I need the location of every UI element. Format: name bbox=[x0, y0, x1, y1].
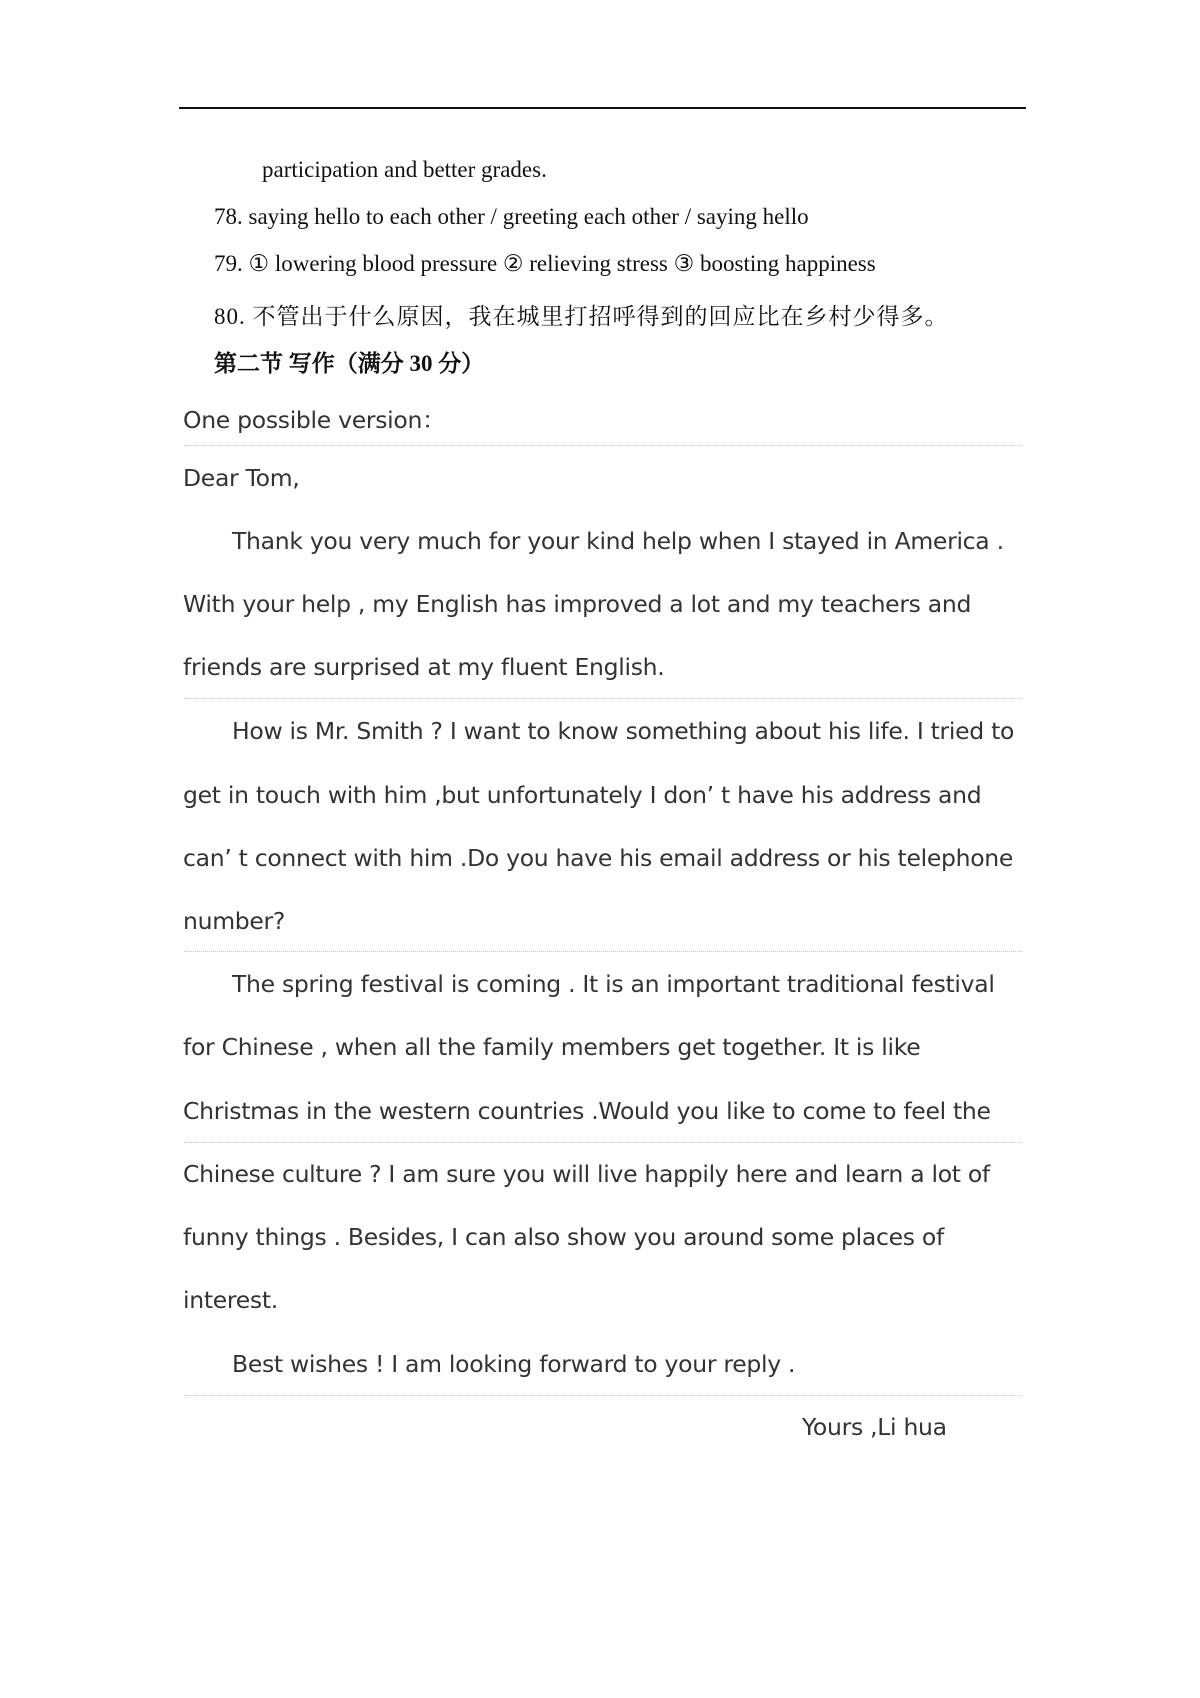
dotted-divider bbox=[184, 698, 1022, 699]
dotted-divider bbox=[184, 951, 1022, 952]
answer-77-continuation: participation and better grades. bbox=[262, 157, 547, 182]
dotted-divider bbox=[184, 1395, 1022, 1396]
dotted-divider bbox=[184, 1142, 1022, 1143]
section-heading: 第二节 写作（满分 30 分） bbox=[214, 351, 485, 376]
letter-line: Christmas in the western countries .Would you like to come to feel the bbox=[183, 1097, 991, 1125]
letter-line: How is Mr. Smith ? I want to know something about his life. I tried to bbox=[232, 717, 1015, 745]
letter-greeting: Dear Tom, bbox=[183, 464, 300, 492]
letter-line: With your help , my English has improved a lot and my teachers and bbox=[183, 590, 972, 618]
answer-78: 78. saying hello to each other / greeting each other / saying hello bbox=[214, 204, 809, 229]
letter-line: The spring festival is coming . It is an important traditional festival bbox=[232, 970, 995, 998]
dotted-divider bbox=[184, 445, 1022, 446]
letter-line: funny things . Besides, I can also show you around some places of bbox=[183, 1223, 944, 1251]
letter-line: can’ t connect with him .Do you have his email address or his telephone bbox=[183, 844, 1014, 872]
letter-line: Chinese culture ? I am sure you will live happily here and learn a lot of bbox=[183, 1160, 990, 1188]
letter-line: get in touch with him ,but unfortunately I don’ t have his address and bbox=[183, 781, 982, 809]
letter-line: interest. bbox=[183, 1286, 278, 1314]
letter-line: friends are surprised at my fluent English. bbox=[183, 653, 665, 681]
header-rule bbox=[179, 107, 1026, 109]
letter-line: number? bbox=[183, 907, 286, 935]
letter-signature: Yours ,Li hua bbox=[802, 1413, 947, 1441]
answer-80: 80. 不管出于什么原因，我在城里打招呼得到的回应比在乡村少得多。 bbox=[214, 304, 949, 329]
letter-intro: One possible version： bbox=[183, 406, 446, 434]
letter-line: Thank you very much for your kind help when I stayed in America . bbox=[232, 527, 1004, 555]
letter-line: for Chinese , when all the family members get together. It is like bbox=[183, 1033, 921, 1061]
answer-79: 79. ① lowering blood pressure ② relieving stress ③ boosting happiness bbox=[214, 251, 876, 276]
letter-closing: Best wishes ! I am looking forward to your reply . bbox=[232, 1350, 796, 1378]
